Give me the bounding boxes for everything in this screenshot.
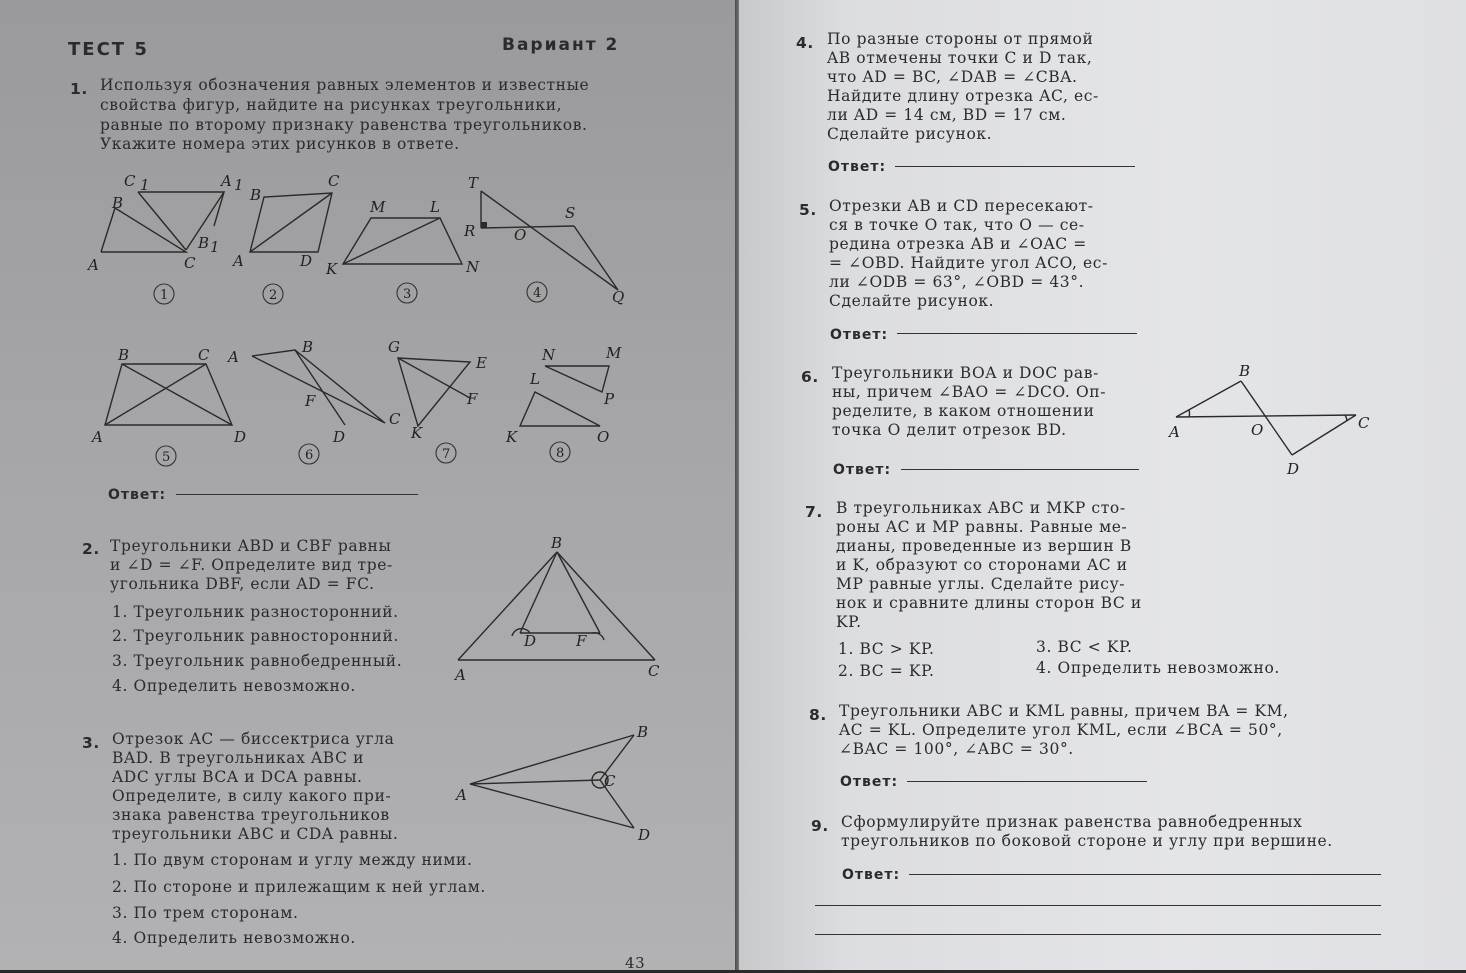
test-title: ТЕСТ 5	[68, 39, 149, 60]
q6-text-line: ределите, в каком отношении	[832, 402, 1095, 420]
q5-number: 5.	[799, 201, 817, 219]
svg-text:G: G	[388, 338, 400, 356]
q6-number: 6.	[801, 368, 819, 386]
q2-text-line: и ∠D = ∠F. Определите вид тре-	[110, 556, 393, 574]
svg-text:C: C	[198, 346, 210, 364]
svg-text:Q: Q	[612, 288, 625, 306]
q9-number: 9.	[811, 817, 829, 835]
figure-number: 3	[403, 287, 412, 302]
svg-text:P: P	[604, 390, 615, 408]
svg-text:D: D	[638, 826, 651, 844]
page-number: 43	[625, 954, 646, 972]
q8-answer-line[interactable]	[907, 781, 1147, 782]
q6-answer-label: Ответ:	[833, 462, 892, 478]
figure-number: 7	[442, 447, 451, 462]
q7-text-line: KP.	[836, 613, 862, 631]
q5-text-line: Отрезки AB и CD пересекают-	[829, 197, 1094, 215]
svg-text:C: C	[184, 254, 196, 272]
q4-text-line: Сделайте рисунок.	[827, 125, 993, 143]
q7-text-line: нок и сравните длины сторон BC и	[836, 594, 1142, 612]
svg-text:A: A	[228, 348, 239, 366]
figure-number: 1	[160, 288, 169, 303]
svg-text:C: C	[1358, 414, 1370, 432]
q8-number: 8.	[809, 706, 827, 724]
q3-text-line: треугольники ABC и CDA равны.	[112, 825, 399, 843]
svg-text:F: F	[467, 390, 478, 408]
svg-text:R: R	[464, 222, 476, 240]
svg-text:1: 1	[210, 238, 220, 256]
q7-text-line: MP равные углы. Сделайте рису-	[836, 575, 1126, 593]
svg-text:C: C	[124, 172, 136, 190]
svg-text:C: C	[648, 662, 660, 680]
q7-option: 2. BC = KP.	[838, 662, 935, 680]
q5-text-line: Сделайте рисунок.	[829, 292, 995, 310]
svg-text:B: B	[250, 186, 262, 204]
q4-text-line: AB отмечены точки C и D так,	[827, 49, 1093, 67]
q1-answer-label: Ответ:	[108, 487, 167, 503]
q9-answer-line[interactable]	[815, 934, 1381, 935]
svg-text:K: K	[506, 428, 518, 446]
svg-text:B: B	[112, 194, 124, 212]
svg-text:F: F	[576, 632, 587, 650]
q4-number: 4.	[796, 34, 814, 52]
q7-option: 1. BC > KP.	[838, 640, 935, 658]
svg-text:D: D	[524, 632, 537, 650]
figure-number: 8	[556, 446, 565, 461]
q2-text-line: угольника DBF, если AD = FC.	[110, 575, 375, 593]
right-page	[739, 0, 1466, 970]
q6-text-line: точка O делит отрезок BD.	[832, 421, 1067, 439]
svg-text:A: A	[92, 428, 103, 446]
svg-text:1: 1	[234, 176, 244, 194]
q3-text-line: ADC углы BCA и DCA равны.	[112, 768, 363, 786]
q3-text-line: BAD. В треугольниках ABC и	[112, 749, 365, 767]
svg-text:M: M	[370, 198, 386, 216]
svg-text:A: A	[88, 256, 99, 274]
q3-text-line: знака равенства треугольников	[112, 806, 390, 824]
q9-answer-line[interactable]	[815, 905, 1381, 906]
q3-option: 2. По стороне и прилежащим к ней углам.	[112, 878, 486, 896]
svg-text:B: B	[118, 346, 130, 364]
q9-answer-line[interactable]	[909, 874, 1381, 875]
figure-number: 6	[305, 448, 314, 463]
q4-answer-label: Ответ:	[828, 159, 887, 175]
q4-text-line: Найдите длину отрезка AC, ес-	[827, 87, 1099, 105]
q1-text-line: Используя обозначения равных элементов и известные	[100, 76, 590, 94]
q1-text-line: равные по второму признаку равенства треугольников.	[100, 116, 588, 134]
svg-text:L: L	[430, 198, 440, 216]
svg-text:D: D	[234, 428, 247, 446]
q2-text-line: Треугольники ABD и CBF равны	[110, 537, 392, 555]
svg-text:B: B	[637, 723, 649, 741]
q7-option: 4. Определить невозможно.	[1036, 659, 1280, 677]
svg-text:N: N	[542, 346, 556, 364]
svg-text:O: O	[1251, 421, 1264, 439]
q2-number: 2.	[82, 540, 100, 558]
q6-text-line: Треугольники BOA и DOC рав-	[832, 364, 1099, 382]
svg-text:A: A	[233, 252, 244, 270]
q8-text-line: Треугольники ABC и KML равны, причем BA = KM,	[839, 702, 1289, 720]
q7-text-line: и K, образуют со сторонами AC и	[836, 556, 1128, 574]
svg-text:B: B	[302, 338, 314, 356]
svg-text:D: D	[1287, 460, 1300, 478]
q4-text-line: ли AD = 14 см, BD = 17 см.	[827, 106, 1067, 124]
svg-text:M: M	[606, 344, 622, 362]
figure-number: 2	[269, 288, 278, 303]
q4-text-line: что AD = BC, ∠DAB = ∠CBA.	[827, 68, 1078, 86]
svg-text:F: F	[305, 392, 316, 410]
q3-option: 3. По трем сторонам.	[112, 904, 299, 922]
q2-option: 2. Треугольник равносторонний.	[112, 627, 399, 645]
q3-text-line: Отрезок AC — биссектриса угла	[112, 730, 395, 748]
svg-text:A: A	[1169, 423, 1180, 441]
svg-text:K: K	[326, 260, 338, 278]
q3-option: 1. По двум сторонам и углу между ними.	[112, 851, 473, 869]
q7-text-line: дианы, проведенные из вершин B	[836, 537, 1132, 555]
svg-text:C: C	[389, 410, 401, 428]
q4-text-line: По разные стороны от прямой	[827, 30, 1094, 48]
q9-text-line: Сформулируйте признак равенства равнобедренных	[841, 813, 1303, 831]
q3-text-line: Определите, в силу какого при-	[112, 787, 392, 805]
variant-title: Вариант 2	[502, 35, 620, 55]
svg-text:A: A	[455, 666, 466, 684]
q8-text-line: ∠BAC = 100°, ∠ABC = 30°.	[839, 740, 1074, 758]
svg-text:S: S	[565, 204, 576, 222]
q8-answer-label: Ответ:	[840, 774, 899, 790]
q2-option: 1. Треугольник разносторонний.	[112, 603, 399, 621]
q5-text-line: ся в точке O так, что O — се-	[829, 216, 1085, 234]
svg-text:L: L	[530, 370, 540, 388]
svg-text:B: B	[551, 534, 563, 552]
figure-number: 5	[162, 450, 171, 465]
svg-text:T: T	[468, 174, 479, 192]
q5-answer-label: Ответ:	[830, 327, 889, 343]
left-page	[0, 0, 735, 970]
q7-text-line: роны AC и MP равны. Равные ме-	[836, 518, 1128, 536]
q7-text-line: В треугольниках ABC и MKP сто-	[836, 499, 1126, 517]
svg-text:O: O	[514, 226, 527, 244]
q7-option: 3. BC < KP.	[1036, 638, 1133, 656]
svg-text:C: C	[328, 172, 340, 190]
svg-text:O: O	[597, 428, 610, 446]
svg-text:K: K	[411, 424, 423, 442]
svg-text:A: A	[456, 786, 467, 804]
svg-text:A: A	[221, 172, 232, 190]
q2-option: 4. Определить невозможно.	[112, 677, 356, 695]
q3-number: 3.	[82, 734, 100, 752]
q5-text-line: ли ∠ODB = 63°, ∠OBD = 43°.	[829, 273, 1085, 291]
figure-number: 4	[533, 286, 542, 301]
q1-text-line: Укажите номера этих рисунков в ответе.	[100, 135, 460, 153]
q3-figure	[0, 0, 735, 970]
q2-option: 3. Треугольник равнобедренный.	[112, 652, 403, 670]
q9-answer-label: Ответ:	[842, 867, 901, 883]
svg-text:B: B	[1239, 362, 1251, 380]
q8-text-line: AC = KL. Определите угол KML, если ∠BCA = 50°,	[839, 721, 1283, 739]
q9-text-line: треугольников по боковой стороне и углу при вершине.	[841, 832, 1333, 850]
svg-text:B: B	[198, 234, 210, 252]
q7-number: 7.	[805, 503, 823, 521]
svg-text:D: D	[300, 252, 313, 270]
q3-option: 4. Определить невозможно.	[112, 929, 356, 947]
svg-text:E: E	[476, 354, 487, 372]
q5-text-line: редина отрезка AB и ∠OAC =	[829, 235, 1087, 253]
q1-number: 1.	[70, 80, 88, 98]
q5-text-line: = ∠OBD. Найдите угол ACO, ес-	[829, 254, 1108, 272]
svg-text:D: D	[333, 428, 346, 446]
q6-text-line: ны, причем ∠BAO = ∠DCO. Оп-	[832, 383, 1107, 401]
q1-text-line: свойства фигур, найдите на рисунках треугольники,	[100, 96, 563, 114]
svg-text:1: 1	[140, 176, 150, 194]
svg-text:C: C	[604, 772, 616, 790]
svg-text:N: N	[466, 258, 480, 276]
